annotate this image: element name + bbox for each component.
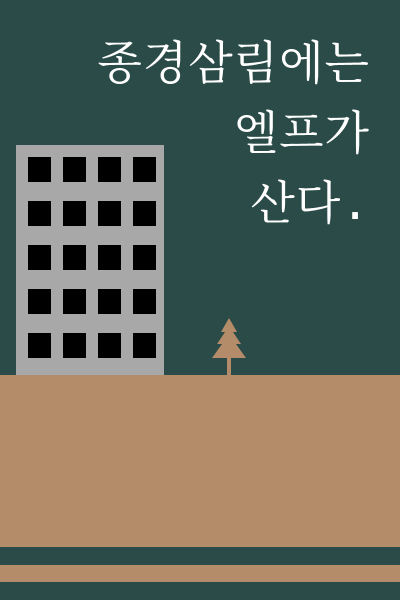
building-window [28,157,51,182]
building-window [28,201,51,226]
building-window [98,245,121,270]
title-line-1: 종경삼림에는 [97,36,370,90]
building-window [98,289,121,314]
building-window [133,201,156,226]
building-window [98,201,121,226]
building-window [98,333,121,358]
ground [0,375,400,600]
building-window [63,333,86,358]
title-line-3: 산다. [250,176,370,230]
building-window [28,245,51,270]
building-window [133,289,156,314]
building-window [133,333,156,358]
apartment-building [16,145,164,375]
building-window [133,157,156,182]
title-line-2: 엘프가 [233,106,370,160]
building-window [28,333,51,358]
building-window [63,245,86,270]
building-window [63,289,86,314]
building-window [133,245,156,270]
building-window [28,289,51,314]
building-window [98,157,121,182]
ground-stripe [0,582,400,600]
ground-stripe [0,547,400,565]
building-window [63,157,86,182]
building-window [63,201,86,226]
pine-tree-icon [208,318,250,376]
